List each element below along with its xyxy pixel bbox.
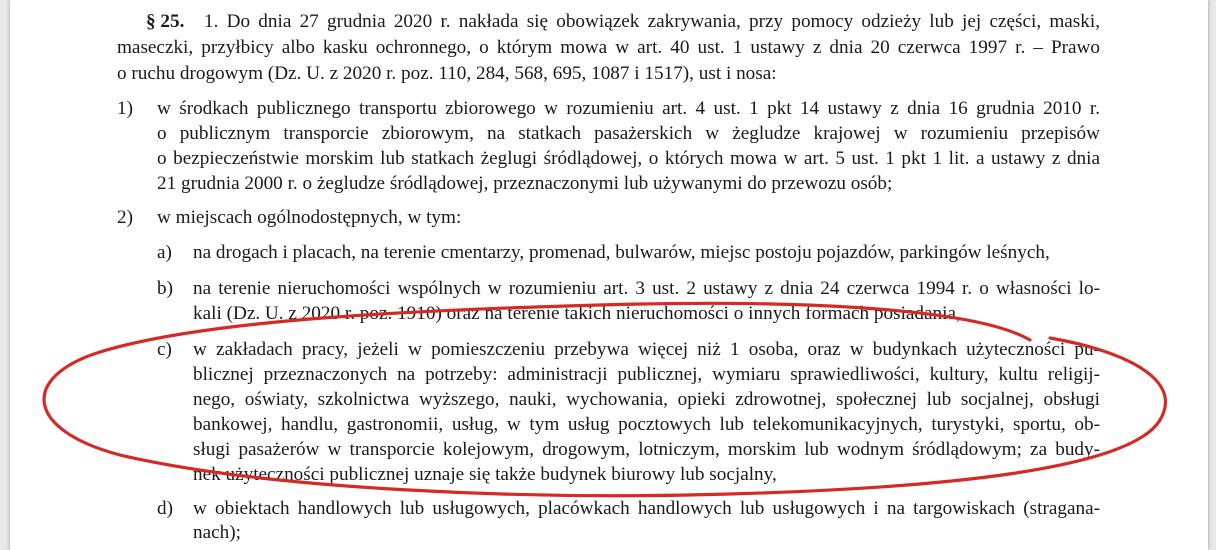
list-item-line: w środkach publicznego transportu zbiorowego w rozumieniu art. 4 ust. 1 pkt 14 ustawy z dnia 16 grudnia 2010 r. (157, 98, 1100, 119)
sublist-item-line: w zakładach pracy, jeżeli w pomieszczeniu przebywa więcej niż 1 osoba, oraz w budynkach użyteczności pu- (193, 339, 1100, 360)
list-item-line: o publicznym transporcie zbiorowym, na statkach pasażerskich w żegludze krajowej w rozumieniu przepisów (157, 123, 1100, 144)
section-heading: § 25. (146, 11, 185, 32)
sublist-marker: a) (157, 242, 172, 263)
sublist-marker: b) (157, 278, 173, 299)
sublist-item-line: sługi pasażerów w transporcie kolejowym, drogowym, lotniczym, morskim lub wodnym śródlądowym; za budy- (193, 439, 1100, 460)
sublist-marker: d) (157, 498, 173, 519)
sublist-item-line: bankowej, handlu, gastronomii, usług, w tym usług pocztowych lub telekomunikacyjnych, turystyki, sportu, ob- (193, 414, 1100, 435)
sublist-item-line: blicznej przeznaczonych na potrzeby: administracji publicznej, wymiaru sprawiedliwości, kultury, kultu religij- (193, 364, 1100, 385)
section-line: 1. Do dnia 27 grudnia 2020 r. nakłada się obowiązek zakrywania, przy pomocy odzieży lub jej części, maski, (204, 11, 1100, 32)
list-item-line: o bezpieczeństwie morskim lub statkach żeglugi śródlądowej, o których mowa w art. 5 ust. 1 pkt 1 lit. a ustawy z dnia (157, 148, 1100, 169)
list-marker: 1) (117, 98, 133, 119)
document-page (10, 0, 1208, 550)
sublist-item-line: kali (Dz. U. z 2020 r. poz. 1910) oraz na terenie takich nieruchomości o innych formach posiadania, (193, 303, 961, 324)
sublist-item-line: w obiektach handlowych lub usługowych, placówkach handlowych lub usługowych i na targowiskach (stragana- (193, 498, 1100, 519)
sublist-item-line: nach); (193, 522, 241, 543)
list-item-line: w miejscach ogólnodostępnych, w tym: (157, 207, 462, 228)
sublist-item-line: nego, oświaty, szkolnictwa wyższego, nauki, wychowania, opieki zdrowotnej, społecznej lub socjalnej, obsługi (193, 389, 1100, 410)
sublist-item-line: nek użyteczności publicznej uznaje się także budynek biurowy lub socjalny, (193, 464, 777, 485)
sublist-item-line: na drogach i placach, na terenie cmentarzy, promenad, bulwarów, miejsc postoju pojazdów, parkingów leśnych, (193, 242, 1050, 263)
list-item-line: 21 grudnia 2000 r. o żegludze śródlądowej, przeznaczonymi lub używanymi do przewozu osób; (157, 173, 893, 194)
sublist-marker: c) (157, 339, 172, 360)
list-marker: 2) (117, 207, 133, 228)
sublist-item-line: na terenie nieruchomości wspólnych w rozumieniu art. 3 ust. 2 ustawy z dnia 24 czerwca 1994 r. o własności lo- (193, 278, 1100, 299)
section-line: o ruchu drogowym (Dz. U. z 2020 r. poz. 110, 284, 568, 695, 1087 i 1517), ust i nosa: (117, 63, 777, 84)
section-line: maseczki, przyłbicy albo kasku ochronnego, o którym mowa w art. 40 ust. 1 ustawy z dnia 20 czerwca 1997 r. – Prawo (117, 37, 1100, 58)
